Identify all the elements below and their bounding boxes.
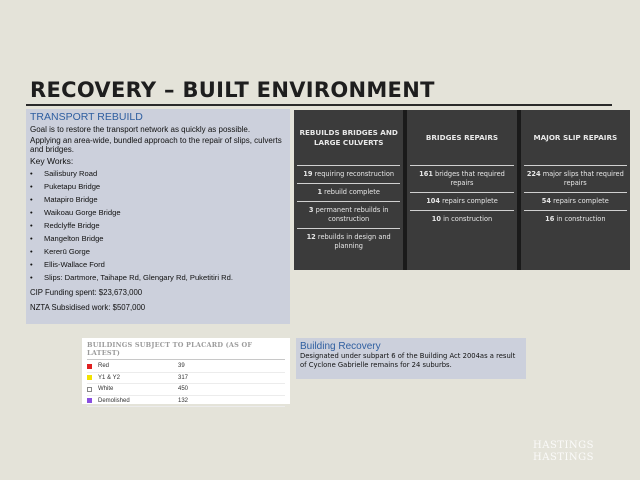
transport-approach: Applying an area-wide, bundled approach to the repair of slips, culverts and bridges. [30,136,282,154]
building-body: Designated under subpart 6 of the Building Act 2004as a result of Cyclone Gabrielle remains for 24 suburbs. [300,352,516,369]
placard-table [82,338,290,404]
list-item: • Mangelton Bridge [30,234,104,243]
transport-heading: TRANSPORT REBUILD [30,111,143,123]
transport-rebuild-panel [26,109,290,324]
list-item: • Kererū Gorge [30,247,91,256]
white-swatch [87,387,92,392]
list-item: • Sailisbury Road [30,169,98,178]
council-logo: HASTINGS HASTINGS [533,440,595,463]
table-row: Red 39 [87,361,285,373]
bridges-heading: BRIDGES REPAIRS [410,110,513,166]
table-row: Demolished 132 [87,396,285,408]
building-recovery-panel [296,338,526,379]
stat-row: 1 rebuild complete [297,184,400,202]
rebuilds-column [294,110,403,270]
cip-funding: CIP Funding spent: $23,673,000 [30,288,143,297]
stat-row: 104 repairs complete [410,193,513,211]
purple-swatch [87,398,92,403]
placard-title: BUILDINGS SUBJECT TO PLACARD (AS OF LATEST) [87,341,285,360]
red-swatch [87,364,92,369]
list-item: • Waikoau Gorge Bridge [30,208,121,217]
bridges-column [407,110,516,270]
recovery-stats-panel [294,110,630,270]
list-item: • Puketapu Bridge [30,182,101,191]
nzta-subsidised: NZTA Subsidised work: $507,000 [30,303,146,312]
list-item: • Matapiro Bridge [30,195,98,204]
stat-row: 3 permanent rebuilds in construction [297,202,400,229]
title-underline [26,104,612,106]
key-works-label: Key Works: [30,156,74,166]
transport-goal: Goal is to restore the transport network as quickly as possible. [30,125,251,134]
list-item: • Ellis-Wallace Ford [30,260,105,269]
stat-row: 161 bridges that required repairs [410,166,513,193]
yellow-swatch [87,375,92,380]
rebuilds-heading: REBUILDS BRIDGES AND LARGE CULVERTS [297,110,400,166]
slide-title: RECOVERY – BUILT ENVIRONMENT [30,78,435,102]
list-item: • Slips: Dartmore, Taihape Rd, Glengary Rd, Puketitiri Rd. [30,273,233,282]
building-heading: Building Recovery [300,341,381,352]
stat-row: 19 requiring reconstruction [297,166,400,184]
stat-row: 12 rebuilds in design and planning [306,233,391,250]
slips-column [521,110,630,270]
stat-row: 16 in construction [545,215,606,223]
stat-row: 224 major slips that required repairs [524,166,627,193]
table-row: White 450 [87,384,285,396]
stat-row: 54 repairs complete [524,193,627,211]
table-row: Y1 & Y2 317 [87,373,285,385]
stat-row: 10 in construction [431,215,493,223]
list-item: • Redclyffe Bridge [30,221,100,230]
slips-heading: MAJOR SLIP REPAIRS [524,110,627,166]
key-works-list [30,167,286,284]
